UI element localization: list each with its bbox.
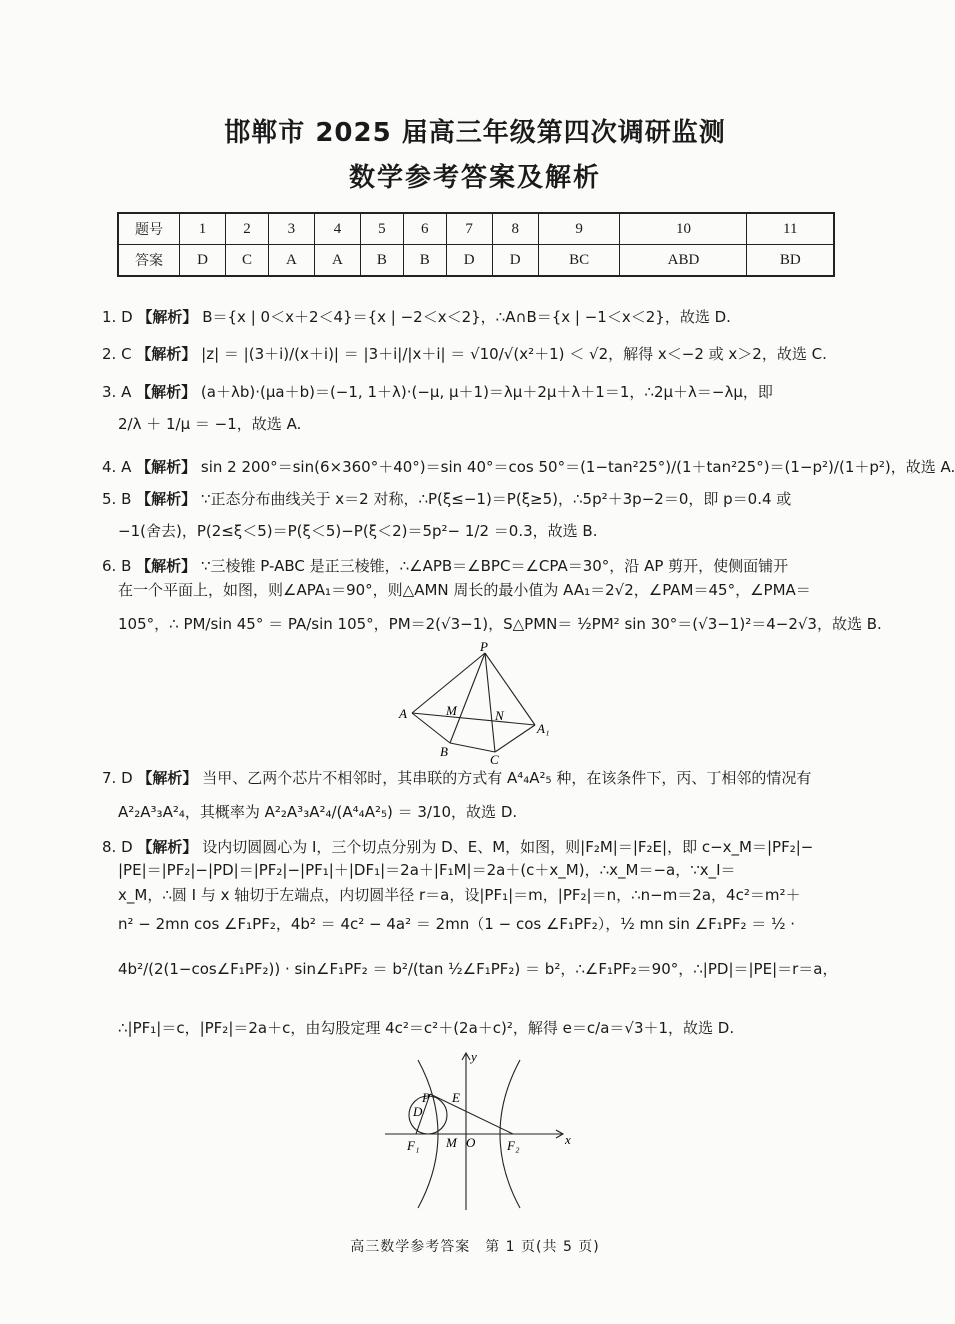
- solution-6-cont: 105°，∴ PM/sin 45° ＝ PA/sin 105°，PM＝2(√3−1)，S△PMN＝ ½PM² sin 30°＝(√3−1)²＝4−2√3，故选 B.: [118, 615, 882, 633]
- table-cell: D: [180, 245, 226, 277]
- table-cell: B: [360, 245, 403, 277]
- solution-text: |z| ＝ |(3＋i)/(x＋i)| ＝ |3＋i|/|x＋i| ＝ √10/√(x²＋1) ＜ √2，解得 x＜−2 或 x＞2，故选 C.: [201, 345, 827, 363]
- table-cell: 5: [360, 213, 403, 245]
- table-cell: BD: [747, 245, 834, 277]
- table-cell: 8: [492, 213, 538, 245]
- table-cell: 3: [268, 213, 314, 245]
- solution-2: [102, 343, 852, 365]
- label-N: N: [495, 708, 504, 723]
- solution-5: [102, 488, 852, 510]
- solution-label: 8. D: [102, 838, 133, 856]
- label-D: D: [413, 1104, 423, 1119]
- table-cell: 7: [446, 213, 492, 245]
- analysis-tag: 【解析】: [136, 557, 197, 575]
- analysis-tag: 【解析】: [137, 308, 198, 326]
- label-M: M: [446, 703, 457, 718]
- table-cell: 6: [403, 213, 446, 245]
- table-cell: 9: [538, 213, 620, 245]
- label-O: O: [466, 1135, 476, 1150]
- solution-8-cont: ∴|PF₁|＝c，|PF₂|＝2a＋c，由勾股定理 4c²＝c²＋(2a＋c)²，解得 e＝c/a＝√3＋1，故选 D.: [118, 1019, 735, 1037]
- solution-5-cont: −1(舍去)，P(2≤ξ＜5)＝P(ξ＜5)−P(ξ＜2)＝5p²− 1/2 ＝0.3，故选 B.: [118, 522, 598, 540]
- table-cell: B: [403, 245, 446, 277]
- solution-label: 7. D: [102, 769, 133, 787]
- page-subtitle: 数学参考答案及解析: [348, 163, 601, 193]
- solution-3-cont: 2/λ ＋ 1/μ ＝ −1，故选 A.: [118, 415, 302, 433]
- label-B: B: [440, 744, 448, 759]
- table-cell: 4: [314, 213, 360, 245]
- solution-6: [102, 555, 852, 577]
- solution-label: 2. C: [102, 345, 132, 363]
- solution-6-cont: 在一个平面上，如图，则∠APA₁＝90°，则△AMN 周长的最小值为 AA₁＝2√2，∠PAM＝45°，∠PMA＝: [118, 581, 811, 599]
- solution-4: [102, 456, 955, 478]
- table-header-cell: 题号: [118, 213, 180, 245]
- label-A: A: [399, 706, 407, 721]
- label-F1: F₁: [407, 1138, 420, 1153]
- solution-label: 5. B: [102, 490, 132, 508]
- table-cell: 11: [747, 213, 834, 245]
- solution-7-cont: A²₂A³₃A²₄，其概率为 A²₂A³₃A²₄/(A⁴₄A²₅) ＝ 3/10，故选 D.: [118, 803, 518, 821]
- solution-text: 当甲、乙两个芯片不相邻时，其串联的方式有 A⁴₄A²₅ 种，在该条件下，丙、丁相邻的情况有: [202, 769, 812, 787]
- solution-8-cont: n² − 2mn cos ∠F₁PF₂，4b² ＝ 4c² − 4a² ＝ 2mn（1 − cos ∠F₁PF₂），½ mn sin ∠F₁PF₂ ＝ ½ ·: [118, 915, 796, 933]
- solution-label: 1. D: [102, 308, 133, 326]
- solution-label: 6. B: [102, 557, 132, 575]
- solution-text: 设内切圆圆心为 I，三个切点分别为 D、E、M，如图，则|F₂M|＝|F₂E|，即 c−x_M＝|PF₂|−: [202, 838, 814, 856]
- label-y: y: [471, 1049, 477, 1064]
- table-cell: 2: [226, 213, 269, 245]
- label-x: x: [565, 1132, 571, 1147]
- table-cell: ABD: [620, 245, 747, 277]
- solution-text: ∵三棱锥 P-ABC 是正三棱锥，∴∠APB＝∠BPC＝∠CPA＝30°，沿 AP 剪开，使侧面铺开: [200, 557, 789, 575]
- label-P: P: [480, 639, 488, 654]
- label-A1: A₁: [537, 721, 550, 736]
- hyperbola-figure: [380, 1050, 580, 1215]
- table-row: [118, 245, 834, 277]
- solution-text: B＝{x | 0＜x＋2＜4}＝{x | −2＜x＜2}，∴A∩B＝{x | −1＜x＜2}，故选 D.: [202, 308, 731, 326]
- solution-1: [102, 306, 852, 328]
- table-cell: A: [314, 245, 360, 277]
- table-header-cell: 答案: [118, 245, 180, 277]
- solution-8: [102, 836, 852, 858]
- table-cell: C: [226, 245, 269, 277]
- solution-8-cont: 4b²/(2(1−cos∠F₁PF₂)) · sin∠F₁PF₂ ＝ b²/(tan ½∠F₁PF₂) ＝ b²，∴∠F₁PF₂＝90°，∴|PD|＝|PE|＝r＝a，: [118, 960, 838, 978]
- label-C: C: [490, 752, 499, 767]
- table-cell: BC: [538, 245, 620, 277]
- page-footer: 高三数学参考答案 第 1 页(共 5 页): [350, 1239, 600, 1255]
- solution-label: 3. A: [102, 383, 132, 401]
- analysis-tag: 【解析】: [136, 383, 197, 401]
- table-cell: D: [446, 245, 492, 277]
- page-title: 邯郸市 2025 届高三年级第四次调研监测: [224, 118, 726, 148]
- analysis-tag: 【解析】: [137, 769, 198, 787]
- label-F2: F₂: [507, 1138, 520, 1153]
- solution-8-cont: |PE|＝|PF₂|−|PD|＝|PF₂|−|PF₁|＋|DF₁|＝2a＋|F₁M|＝2a＋(c＋x_M)，∴x_M＝−a，∵x_I＝: [118, 861, 736, 879]
- analysis-tag: 【解析】: [137, 838, 198, 856]
- solution-text: ∵正态分布曲线关于 x＝2 对称，∴P(ξ≤−1)＝P(ξ≥5)，∴5p²＋3p−2＝0，即 p＝0.4 或: [200, 490, 792, 508]
- table-cell: 10: [620, 213, 747, 245]
- table-row: [118, 213, 834, 245]
- solution-label: 4. A: [102, 458, 132, 476]
- label-P: P: [422, 1090, 430, 1105]
- solution-8-cont: x_M，∴圆 I 与 x 轴切于左端点，内切圆半径 r＝a，设|PF₁|＝m，|PF₂|＝n，∴n−m＝2a，4c²＝m²＋: [118, 886, 801, 904]
- solution-3: [102, 381, 852, 403]
- table-cell: D: [492, 245, 538, 277]
- analysis-tag: 【解析】: [136, 458, 197, 476]
- analysis-tag: 【解析】: [136, 490, 197, 508]
- table-cell: 1: [180, 213, 226, 245]
- label-M: M: [446, 1135, 457, 1150]
- label-E: E: [452, 1090, 460, 1105]
- analysis-tag: 【解析】: [136, 345, 197, 363]
- table-cell: A: [268, 245, 314, 277]
- solution-7: [102, 767, 852, 789]
- pyramid-figure: [390, 640, 560, 765]
- solution-text: (a＋λb)·(μa＋b)＝(−1, 1＋λ)·(−μ, μ＋1)＝λμ＋2μ＋λ＋1＝1，∴2μ＋λ＝−λμ，即: [200, 383, 773, 401]
- answer-table: [117, 212, 835, 277]
- solution-text: sin 2 200°＝sin(6×360°＋40°)＝sin 40°＝cos 50°＝(1−tan²25°)/(1＋tan²25°)＝(1−p²)/(1＋p²)，故选 A.: [200, 458, 955, 476]
